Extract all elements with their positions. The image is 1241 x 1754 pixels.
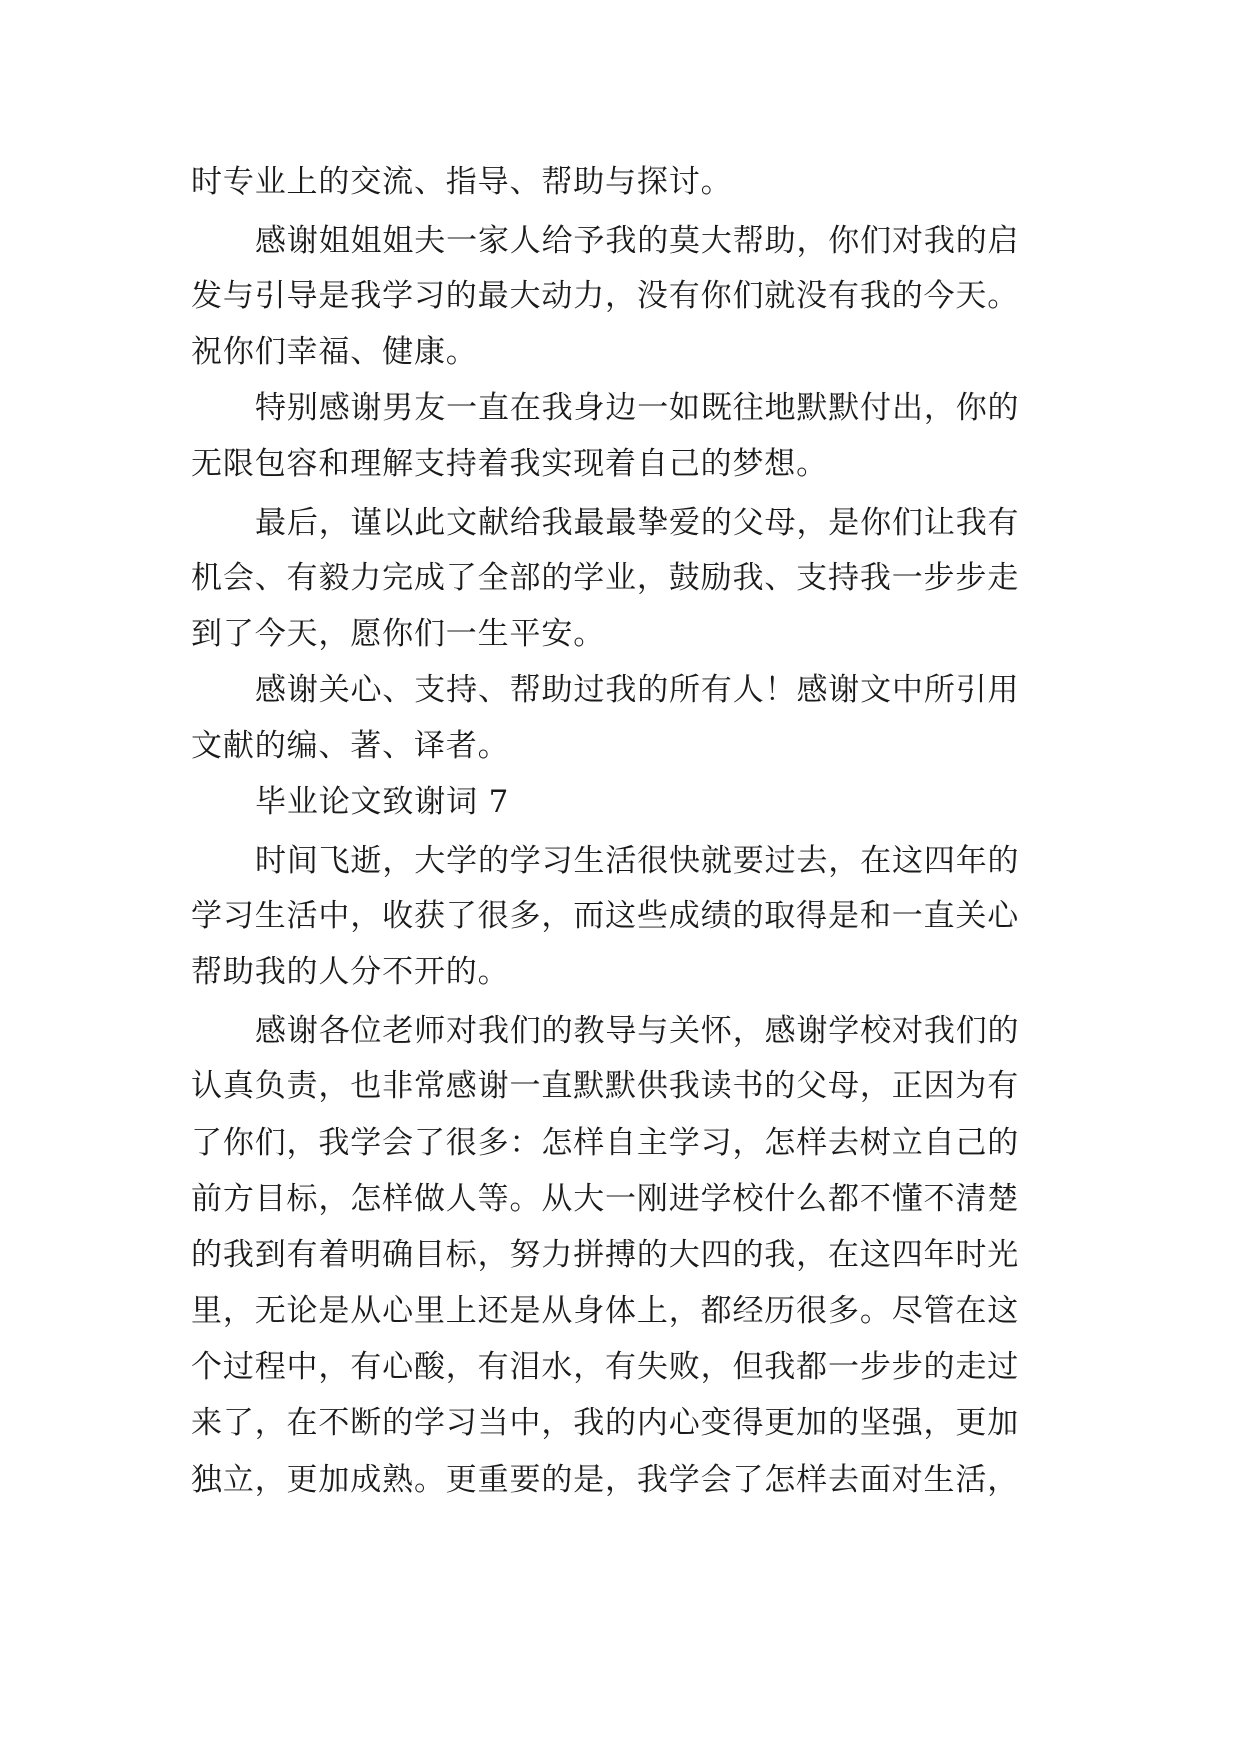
paragraph-start-line: 最后，谨以此文献给我最最挚爱的父母，是你们让我有	[255, 505, 1020, 541]
section-heading: 毕业论文致谢词 7	[255, 784, 510, 820]
text-line: 认真负责，也非常感谢一直默默供我读书的父母，正因为有	[191, 1068, 1020, 1104]
text-line: 无限包容和理解支持着我实现着自己的梦想。	[191, 446, 828, 482]
text-line: 祝你们幸福、健康。	[191, 334, 478, 370]
paragraph-start-line: 特别感谢男友一直在我身边一如既往地默默付出，你的	[255, 390, 1020, 426]
text-line: 机会、有毅力完成了全部的学业，鼓励我、支持我一步步走	[191, 560, 1020, 596]
text-line: 到了今天，愿你们一生平安。	[191, 616, 606, 652]
paragraph-start-line: 感谢姐姐姐夫一家人给予我的莫大帮助，你们对我的启	[255, 223, 1020, 259]
text-line: 帮助我的人分不开的。	[191, 954, 510, 990]
text-line: 个过程中，有心酸，有泪水，有失败，但我都一步步的走过	[191, 1349, 1020, 1385]
paragraph-start-line: 感谢各位老师对我们的教导与关怀，感谢学校对我们的	[255, 1013, 1020, 1049]
text-line: 了你们，我学会了很多：怎样自主学习，怎样去树立自己的	[191, 1125, 1020, 1161]
text-line: 前方目标，怎样做人等。从大一刚进学校什么都不懂不清楚	[191, 1181, 1020, 1217]
paragraph-start-line: 感谢关心、支持、帮助过我的所有人！感谢文中所引用	[255, 672, 1020, 708]
text-line: 独立，更加成熟。更重要的是，我学会了怎样去面对生活，	[191, 1462, 1020, 1498]
text-line: 学习生活中，收获了很多，而这些成绩的取得是和一直关心	[191, 898, 1020, 934]
text-line: 文献的编、著、译者。	[191, 728, 510, 764]
paragraph-start-line: 时间飞逝，大学的学习生活很快就要过去，在这四年的	[255, 843, 1020, 879]
text-line: 发与引导是我学习的最大动力，没有你们就没有我的今天。	[191, 278, 1020, 314]
text-line: 来了，在不断的学习当中，我的内心变得更加的坚强，更加	[191, 1405, 1020, 1441]
text-line: 的我到有着明确目标，努力拼搏的大四的我，在这四年时光	[191, 1237, 1020, 1273]
text-line: 时专业上的交流、指导、帮助与探讨。	[191, 164, 733, 200]
text-line: 里，无论是从心里上还是从身体上，都经历很多。尽管在这	[191, 1293, 1020, 1329]
